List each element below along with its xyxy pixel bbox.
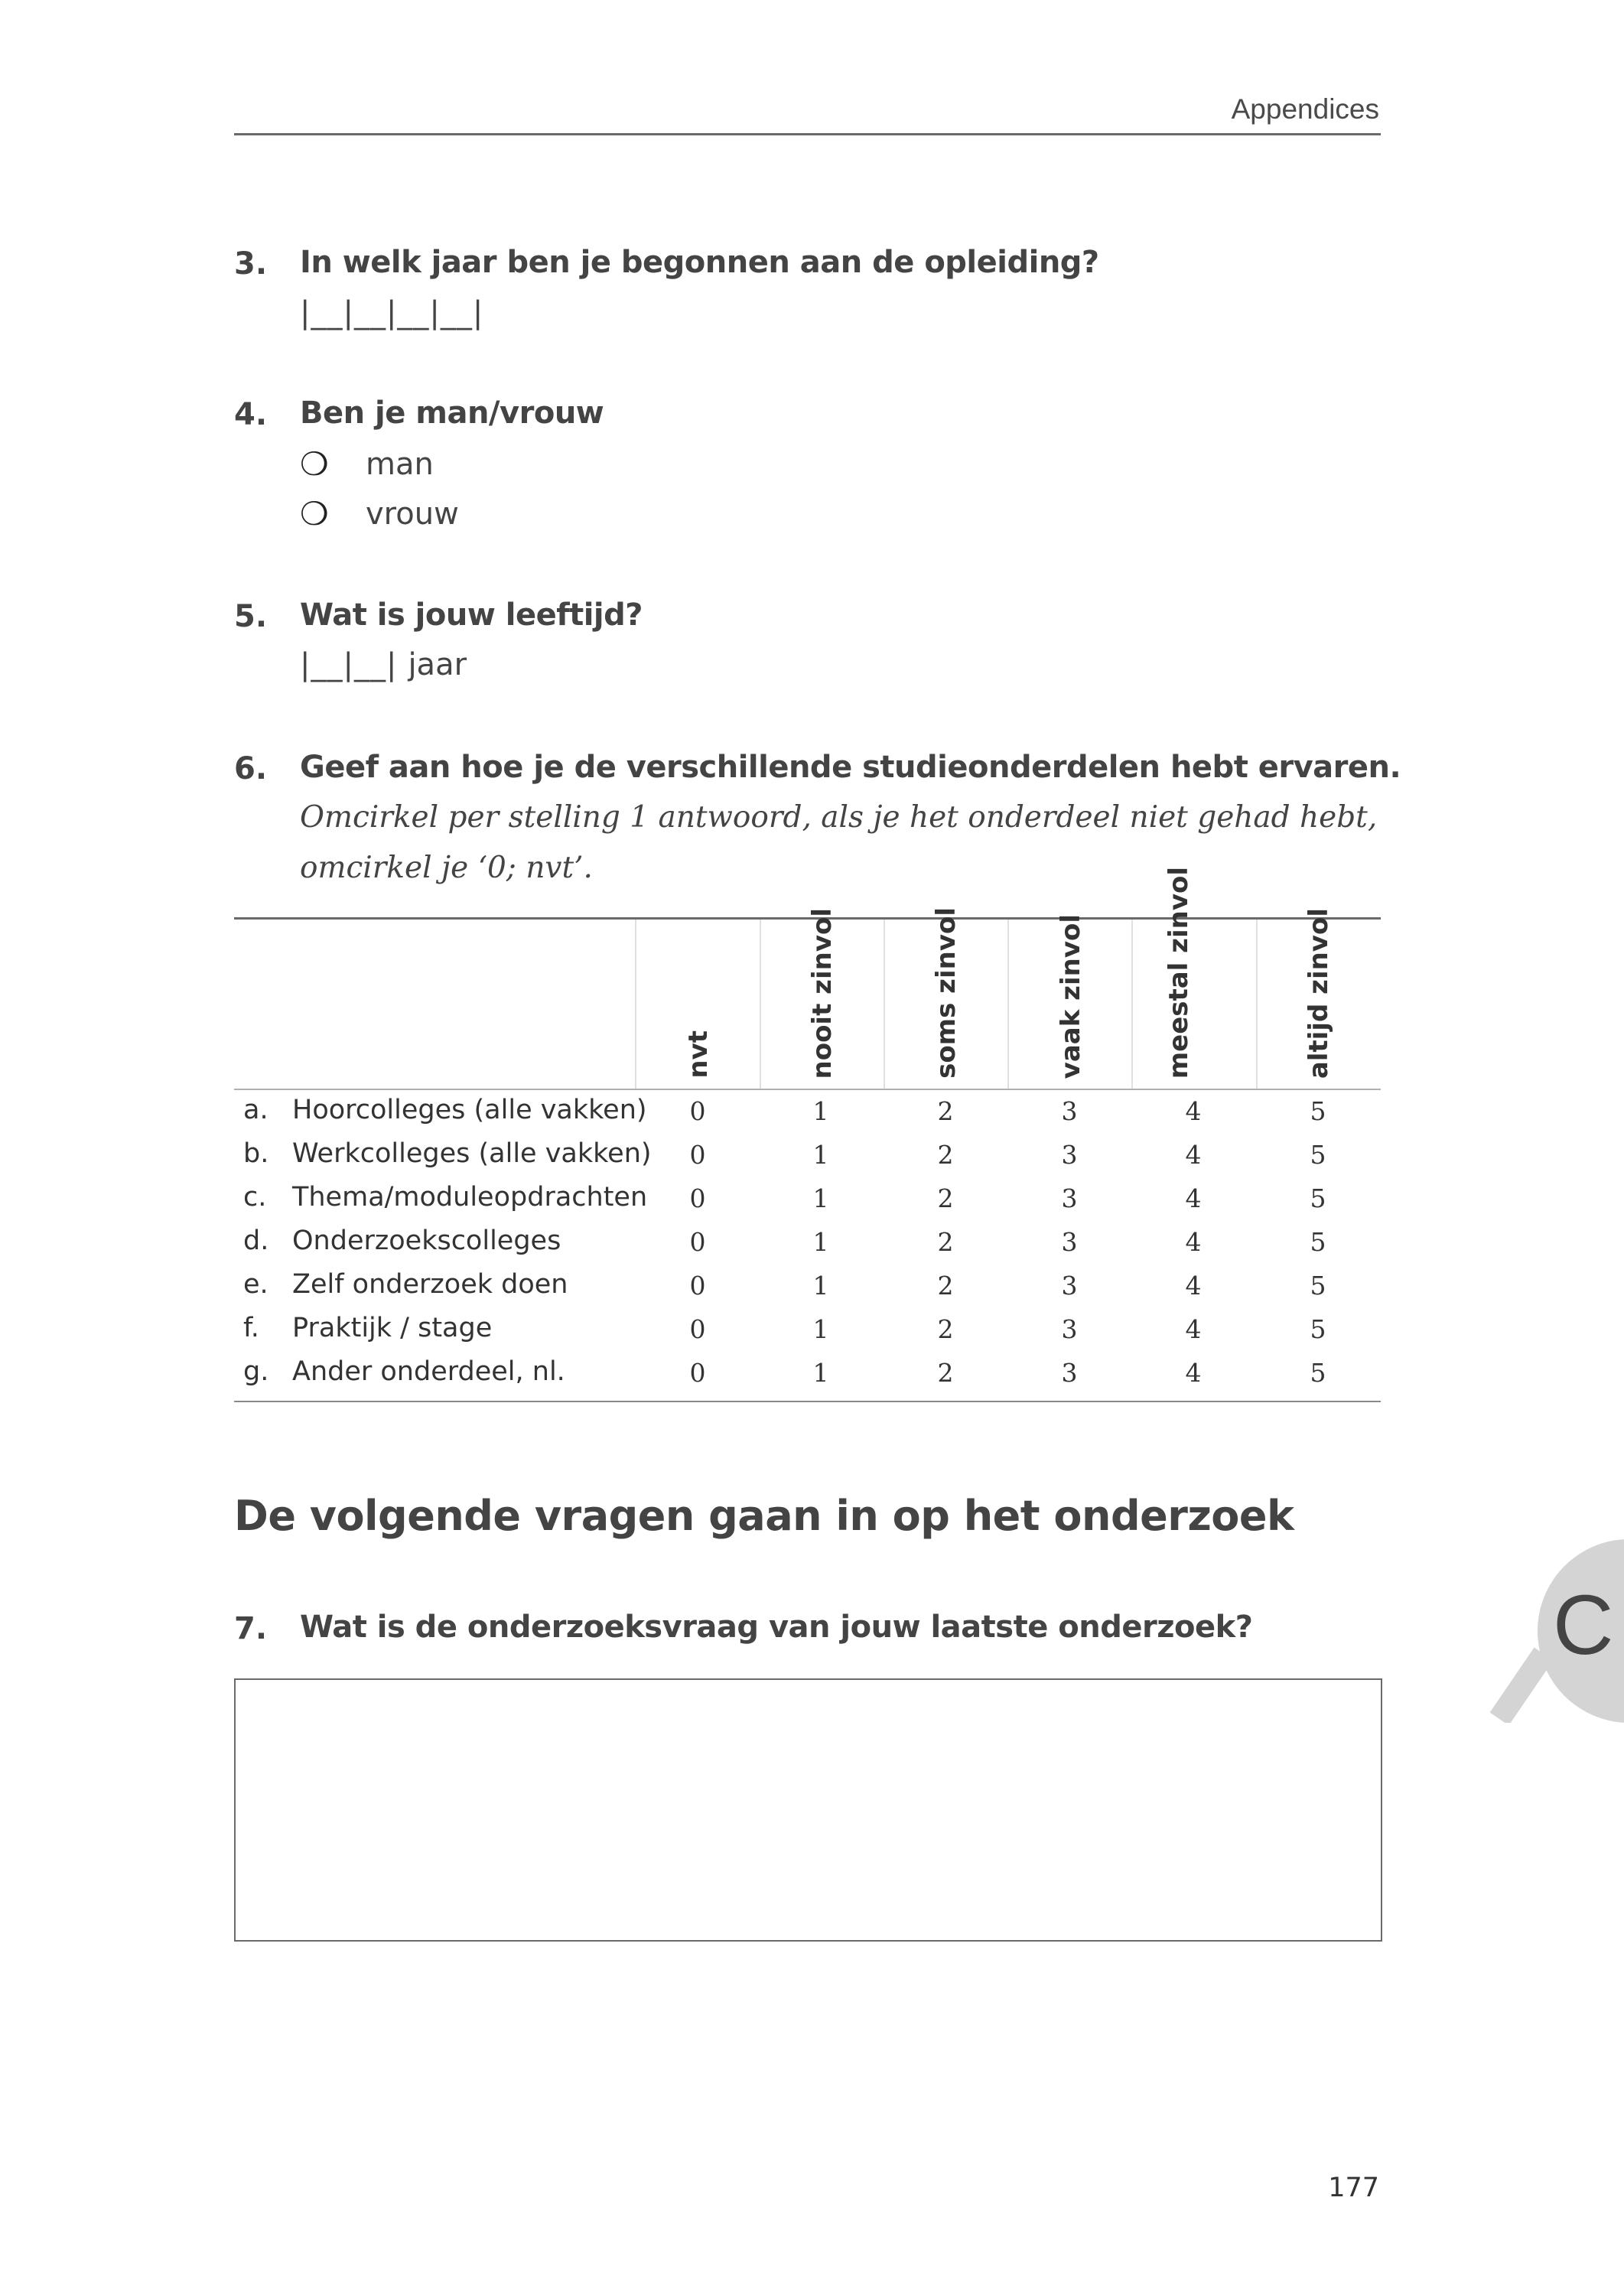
column-divider	[635, 920, 636, 1089]
question-7-number: 7.	[234, 1611, 268, 1646]
research-question-answer-box[interactable]	[234, 1678, 1382, 1942]
rating-option[interactable]: 3	[1061, 1227, 1078, 1257]
table-row	[234, 1226, 1381, 1269]
question-6-number: 6.	[234, 751, 268, 786]
rating-option[interactable]: 1	[812, 1271, 829, 1300]
row-letter: a.	[243, 1095, 268, 1125]
column-divider	[1007, 920, 1009, 1089]
question-6-instruction-line2: omcirkel je ‘0; nvt’.	[300, 851, 593, 885]
column-header-nvt: nvt	[683, 1030, 714, 1079]
radio-circle-icon[interactable]: ❍	[300, 495, 329, 532]
rating-option[interactable]: 0	[689, 1358, 706, 1388]
question-6-instruction-line1: Omcirkel per stelling 1 antwoord, als je het onderdeel niet gehad hebt,	[300, 800, 1378, 835]
rating-option[interactable]: 1	[812, 1140, 829, 1170]
row-letter: e.	[243, 1269, 268, 1300]
rating-option[interactable]: 4	[1185, 1227, 1202, 1257]
rating-option[interactable]: 1	[812, 1314, 829, 1344]
age-answer-boxes[interactable]: |__|__|	[300, 647, 398, 682]
column-header-meestal-zinvol: meestal zinvol	[1163, 866, 1194, 1079]
rating-option[interactable]: 2	[937, 1096, 954, 1126]
table-row	[234, 1182, 1381, 1226]
row-label: Thema/moduleopdrachten	[292, 1182, 648, 1213]
column-divider	[884, 920, 885, 1089]
rating-option[interactable]: 4	[1185, 1271, 1202, 1300]
radio-circle-icon[interactable]: ❍	[300, 445, 329, 483]
question-3-text: In welk jaar ben je begonnen aan de opleiding?	[300, 245, 1099, 280]
header-rule	[234, 133, 1381, 135]
row-label: Onderzoekscolleges	[292, 1226, 561, 1256]
rating-option[interactable]: 0	[689, 1227, 706, 1257]
column-header-nooit-zinvol: nooit zinvol	[807, 907, 838, 1079]
table-row	[234, 1269, 1381, 1313]
option-vrouw[interactable]	[300, 495, 459, 532]
table-bottom-rule	[234, 1401, 1381, 1402]
age-unit: jaar	[408, 647, 467, 682]
rating-option[interactable]: 1	[812, 1183, 829, 1213]
option-man-label: man	[366, 446, 434, 482]
row-label: Praktijk / stage	[292, 1313, 493, 1343]
rating-option[interactable]: 5	[1310, 1096, 1326, 1126]
row-label: Ander onderdeel, nl.	[292, 1356, 565, 1387]
rating-option[interactable]: 4	[1185, 1096, 1202, 1126]
rating-option[interactable]: 1	[812, 1358, 829, 1388]
option-man[interactable]	[300, 445, 434, 483]
rating-option[interactable]: 1	[812, 1096, 829, 1126]
rating-option[interactable]: 2	[937, 1314, 954, 1344]
row-label: Zelf onderzoek doen	[292, 1269, 568, 1300]
row-label: Hoorcolleges (alle vakken)	[292, 1095, 647, 1125]
rating-option[interactable]: 0	[689, 1140, 706, 1170]
rating-option[interactable]: 3	[1061, 1096, 1078, 1126]
question-4-number: 4.	[234, 397, 268, 432]
rating-option[interactable]: 4	[1185, 1358, 1202, 1388]
rating-option[interactable]: 3	[1061, 1140, 1078, 1170]
chapter-tab-letter: C	[1553, 1578, 1614, 1672]
row-letter: d.	[243, 1226, 269, 1256]
column-header-altijd-zinvol: altijd zinvol	[1303, 907, 1334, 1079]
rating-option[interactable]: 5	[1310, 1183, 1326, 1213]
rating-option[interactable]: 2	[937, 1271, 954, 1300]
question-4-text: Ben je man/vrouw	[300, 396, 604, 431]
question-3-number: 3.	[234, 246, 268, 282]
rating-option[interactable]: 5	[1310, 1140, 1326, 1170]
column-divider	[1131, 920, 1133, 1089]
section-heading: De volgende vragen gaan in op het onderzoek	[234, 1492, 1294, 1540]
magnifier-handle	[1499, 1654, 1544, 1719]
rating-option[interactable]: 0	[689, 1271, 706, 1300]
rating-option[interactable]: 2	[937, 1140, 954, 1170]
question-5-text: Wat is jouw leeftijd?	[300, 597, 643, 633]
rating-option[interactable]: 4	[1185, 1140, 1202, 1170]
rating-option[interactable]: 0	[689, 1183, 706, 1213]
age-answer[interactable]	[300, 647, 467, 682]
column-header-vaak-zinvol: vaak zinvol	[1056, 913, 1086, 1079]
option-vrouw-label: vrouw	[366, 496, 459, 532]
rating-option[interactable]: 5	[1310, 1227, 1326, 1257]
rating-option[interactable]: 2	[937, 1183, 954, 1213]
question-5-number: 5.	[234, 599, 268, 634]
question-6-text: Geef aan hoe je de verschillende studieonderdelen hebt ervaren.	[300, 750, 1401, 785]
row-letter: c.	[243, 1182, 267, 1213]
year-answer-boxes[interactable]: |__|__|__|__|	[300, 295, 484, 330]
row-letter: b.	[243, 1138, 269, 1169]
row-letter: f.	[243, 1313, 259, 1343]
rating-option[interactable]: 3	[1061, 1314, 1078, 1344]
running-head: Appendices	[1231, 93, 1379, 125]
table-row	[234, 1138, 1381, 1182]
table-row	[234, 1313, 1381, 1356]
rating-option[interactable]: 4	[1185, 1314, 1202, 1344]
rating-option[interactable]: 0	[689, 1314, 706, 1344]
row-letter: g.	[243, 1356, 269, 1387]
rating-option[interactable]: 3	[1061, 1271, 1078, 1300]
rating-option[interactable]: 4	[1185, 1183, 1202, 1213]
table-header-rule	[234, 1089, 1381, 1090]
table-row	[234, 1356, 1381, 1400]
table-row	[234, 1095, 1381, 1138]
rating-option[interactable]: 0	[689, 1096, 706, 1126]
row-label: Werkcolleges (alle vakken)	[292, 1138, 652, 1169]
rating-option[interactable]: 2	[937, 1227, 954, 1257]
rating-option[interactable]: 2	[937, 1358, 954, 1388]
column-divider	[760, 920, 761, 1089]
rating-option[interactable]: 5	[1310, 1358, 1326, 1388]
rating-option[interactable]: 3	[1061, 1183, 1078, 1213]
column-divider	[1256, 920, 1258, 1089]
rating-option[interactable]: 3	[1061, 1358, 1078, 1388]
question-7-text: Wat is de onderzoeksvraag van jouw laatste onderzoek?	[300, 1610, 1253, 1645]
column-header-soms-zinvol: soms zinvol	[931, 907, 962, 1079]
rating-option[interactable]: 5	[1310, 1314, 1326, 1344]
page-number: 177	[1328, 2173, 1379, 2203]
rating-option[interactable]: 1	[812, 1227, 829, 1257]
rating-option[interactable]: 5	[1310, 1271, 1326, 1300]
chapter-tab-c	[1476, 1539, 1624, 1723]
